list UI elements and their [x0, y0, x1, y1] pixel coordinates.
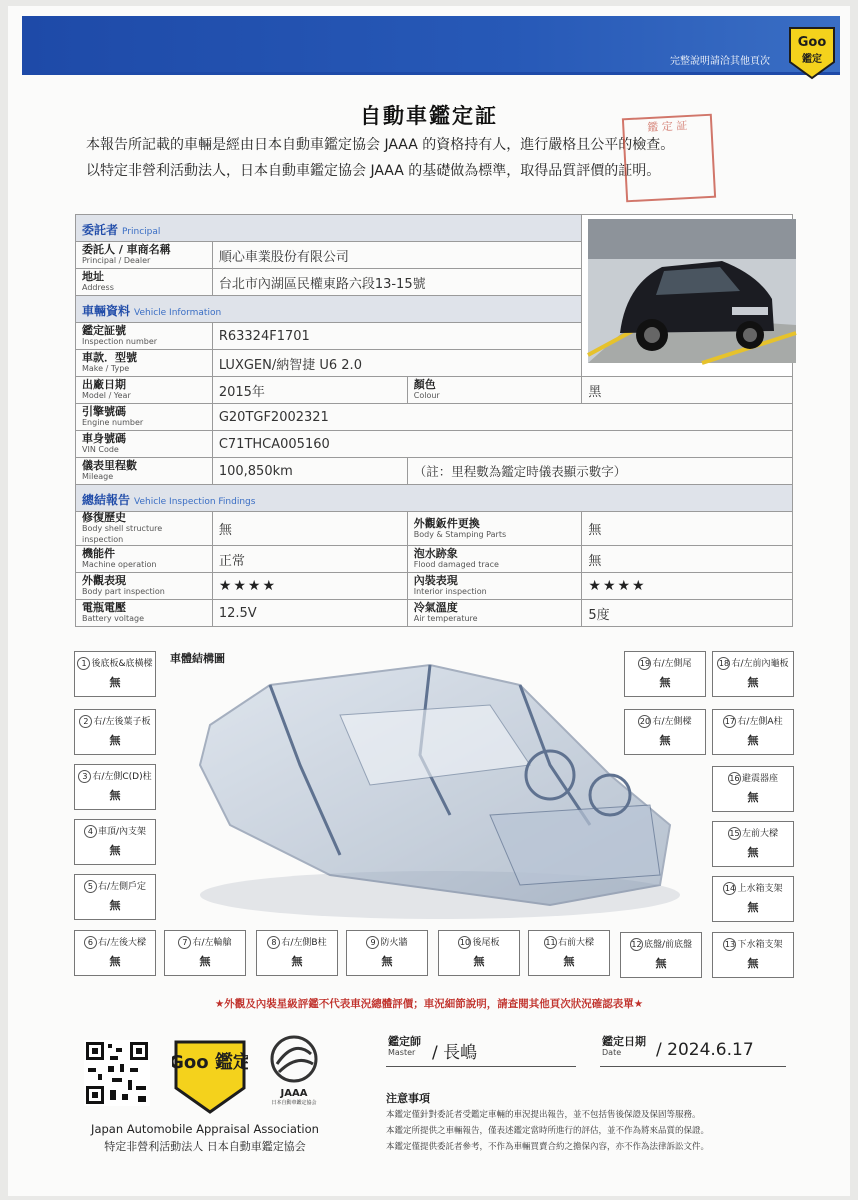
part-value: 無 [109, 676, 121, 689]
part-box-6 [74, 930, 156, 976]
part-value: 無 [473, 955, 485, 968]
part-box-8 [256, 930, 338, 976]
part-label: 車頂/內支架 [97, 827, 147, 837]
address-value: 台北市內湖區民權東路六段13-15號 [212, 269, 582, 296]
seal-text: 鑑 定 証 [647, 119, 688, 135]
part-box-15 [712, 821, 794, 867]
intro-line-1: 本報告所記載的車輛是經由日本自動車鑑定協会 JAAA 的資格持有人，進行嚴格且公平的檢查。 [86, 137, 675, 153]
flood-trace-value: 無 [582, 546, 793, 573]
goo-appraisal-logo-icon [172, 1036, 248, 1116]
part-value: 無 [747, 957, 759, 970]
part-label: 右/左側C(D)柱 [92, 772, 152, 782]
part-label: 後底板&底橫樑 [91, 659, 153, 669]
part-number: 5 [84, 880, 97, 893]
part-value: 無 [563, 955, 575, 968]
part-label: 右/左側A柱 [737, 717, 783, 727]
mileage-note: （註：里程數為鑑定時儀表顯示數字） [407, 458, 792, 485]
part-value: 無 [655, 957, 667, 970]
part-value: 無 [659, 676, 671, 689]
association-chinese: 特定非營利活動法人 日本自動車鑑定協会 [104, 1140, 306, 1153]
part-label: 右/左側尾 [652, 659, 692, 669]
part-number: 17 [724, 717, 735, 726]
part-label: 右/左側戶定 [97, 882, 147, 892]
part-box-20 [624, 709, 706, 755]
part-box-7 [164, 930, 246, 976]
part-value: 無 [747, 901, 759, 914]
part-box-1 [74, 651, 156, 697]
disclaimer-text: ★外觀及內裝星級評鑑不代表車況總體評價；車況細節說明，請查閱其他頁次狀況確認表單★ [214, 998, 644, 1010]
dealer-row: 委託人 / 車商名稱 Principal / Dealer 順心車業股份有限公司 [76, 242, 793, 269]
findings-row: 機能件 Machine operation 正常 泡水跡象 Flood damaged trace 無 [76, 546, 793, 573]
part-number: 2 [79, 715, 92, 728]
part-box-10 [438, 930, 520, 976]
part-number: 10 [459, 938, 471, 947]
engine-value: G20TGF2002321 [212, 404, 792, 431]
part-box-11 [528, 930, 610, 976]
part-value: 無 [747, 846, 759, 859]
part-number: 4 [84, 825, 97, 838]
vehicle-photo [582, 215, 793, 377]
part-value: 無 [747, 791, 759, 804]
vin-value: C71THCA005160 [212, 431, 792, 458]
colour-value: 黑 [582, 377, 793, 404]
part-value: 無 [747, 676, 759, 689]
part-box-3 [74, 764, 156, 810]
jaaa-logo-text: JAAA [280, 1088, 308, 1099]
part-box-5 [74, 874, 156, 920]
intro-line-2: 以特定非營利活動法人，日本自動車鑑定協会 JAAA 的基礎做為標準，取得品質評價的証明。 [86, 163, 661, 179]
jaaa-logo [262, 1034, 326, 1114]
part-value: 無 [199, 955, 211, 968]
part-number: 12 [631, 940, 642, 949]
findings-row: 修復歷史 Body shell structure inspection 無 外觀鈑件更換 Body & Stamping Parts 無 [76, 512, 793, 546]
part-box-19 [624, 651, 706, 697]
inspection-number-value: R63324F1701 [212, 323, 582, 350]
vehicle-section-header: 車輛資料 Vehicle Information [76, 296, 793, 323]
part-number: 7 [178, 936, 191, 949]
date-label: 鑑定日期 Date [602, 1035, 646, 1057]
notes-line-2: 本鑑定所提供之車輛報告，僅表述鑑定當時所進行的評估，並不作為將來品質的保證。 [386, 1126, 710, 1136]
master-label: 鑑定師 Master [388, 1035, 421, 1057]
part-value: 無 [381, 955, 393, 968]
part-box-16 [712, 766, 794, 812]
part-label: 右/左輪艙 [192, 938, 232, 948]
certificate-title: 自動車鑑定証 [360, 104, 498, 128]
interior-rating-stars: ★★★★ [582, 573, 793, 600]
part-number: 16 [729, 774, 740, 783]
part-label: 右/左前內龜板 [731, 659, 789, 669]
part-label: 避震器座 [741, 774, 778, 784]
svg-text:鑑定: 鑑定 [802, 54, 822, 65]
master-name: / 長嶋 [432, 1043, 478, 1063]
diagram-title: 車體結構圖 [170, 652, 225, 665]
part-value: 無 [109, 789, 121, 802]
part-number: 19 [639, 659, 651, 668]
repair-history-value: 無 [212, 512, 407, 546]
vin-row: 車身號碼 VIN Code C71THCA005160 [76, 431, 793, 458]
dealer-value: 順心車業股份有限公司 [212, 242, 582, 269]
qr-code-icon [84, 1040, 150, 1106]
part-box-14 [712, 876, 794, 922]
part-number: 6 [84, 936, 97, 949]
part-box-2 [74, 709, 156, 755]
air-temperature-value: 5度 [582, 600, 793, 627]
jaaa-globe-icon [269, 1034, 319, 1084]
part-label: 防火牆 [380, 938, 408, 948]
part-number: 9 [366, 936, 379, 949]
part-number: 1 [77, 657, 90, 670]
part-label: 後尾板 [472, 938, 500, 948]
goo-logo-text: Goo 鑑定 [172, 1052, 248, 1073]
battery-voltage-value: 12.5V [212, 600, 407, 627]
header-banner-line [22, 72, 840, 75]
part-label: 右前大樑 [557, 938, 594, 948]
part-label: 上水箱支架 [737, 884, 783, 894]
part-number: 20 [639, 717, 651, 726]
notes-line-3: 本鑑定僅提供委託者參考，不作為車輛買賣合約之擔保內容，亦不作為法律訴訟文件。 [386, 1142, 710, 1152]
part-box-4 [74, 819, 156, 865]
part-box-9 [346, 930, 428, 976]
part-value: 無 [109, 844, 121, 857]
findings-row: 電瓶電壓 Battery voltage 12.5V 冷氣溫度 Air temperature 5度 [76, 600, 793, 627]
notes-line-1: 本鑑定僅針對委託者受鑑定車輛的車況提出報告，並不包括售後保證及保固等服務。 [386, 1110, 701, 1120]
part-value: 無 [109, 955, 121, 968]
principal-section-header: 委託者 Principal [76, 215, 793, 242]
part-label: 右/左側樑 [652, 717, 692, 727]
master-underline [386, 1066, 576, 1067]
engine-row: 引擎號碼 Engine number G20TGF2002321 [76, 404, 793, 431]
part-label: 右/左側B柱 [281, 938, 327, 948]
part-box-12 [620, 932, 702, 978]
goo-logo-icon [786, 22, 838, 82]
jaaa-sub-text: 日本自動車鑑定協会 [271, 1100, 317, 1106]
part-number: 14 [724, 884, 736, 893]
part-box-13 [712, 932, 794, 978]
certificate-table [75, 214, 793, 627]
mileage-value: 100,850km [212, 458, 407, 485]
mileage-row: 儀表里程數 Mileage 100,850km （註：里程數為鑑定時儀表顯示數字） [76, 458, 793, 485]
part-label: 下水箱支架 [737, 940, 783, 950]
part-value: 無 [109, 734, 121, 747]
part-box-18 [712, 651, 794, 697]
appraisal-date: / 2024.6.17 [656, 1040, 754, 1060]
findings-row: 外觀表現 Body part inspection ★★★★ 內裝表現 Interior inspection ★★★★ [76, 573, 793, 600]
year-colour-row: 出廠日期 Model / Year 2015年 顏色 Colour 黑 [76, 377, 793, 404]
part-label: 右/左後大樑 [97, 938, 147, 948]
exterior-rating-stars: ★★★★ [212, 573, 407, 600]
part-number: 13 [724, 940, 736, 949]
part-label: 右/左後葉子板 [93, 717, 151, 727]
address-row: 地址 Address 台北市內湖區民權東路六段13-15號 [76, 269, 793, 296]
car-body-structure-diagram [190, 655, 690, 929]
part-box-17 [712, 709, 794, 755]
part-value: 無 [291, 955, 303, 968]
part-number: 11 [545, 938, 556, 947]
association-english: Japan Automobile Appraisal Association [91, 1122, 319, 1136]
part-label: 底盤/前底盤 [643, 940, 693, 950]
part-label: 左前大樑 [741, 829, 778, 839]
part-number: 18 [718, 659, 730, 668]
make-row: 車款．型號 Make / Type LUXGEN/納智捷 U6 2.0 [76, 350, 793, 377]
part-value: 無 [109, 899, 121, 912]
banner-tag: 完整說明請洽其他頁次 [670, 56, 770, 67]
machine-operation-value: 正常 [212, 546, 407, 573]
notes-title: 注意事項 [386, 1092, 430, 1105]
date-underline [600, 1066, 786, 1067]
make-value: LUXGEN/納智捷 U6 2.0 [212, 350, 582, 377]
part-number: 15 [729, 829, 740, 838]
part-number: 3 [78, 770, 91, 783]
red-seal-stamp [622, 114, 716, 203]
part-value: 無 [747, 734, 759, 747]
part-value: 無 [659, 734, 671, 747]
findings-section-header: 總結報告 Vehicle Inspection Findings [76, 485, 793, 512]
part-number: 8 [267, 936, 280, 949]
body-parts-value: 無 [582, 512, 793, 546]
year-value: 2015年 [212, 377, 407, 404]
svg-text:Goo: Goo [797, 35, 827, 50]
inspection-number-row: 鑑定証號 Inspection number R63324F1701 [76, 323, 793, 350]
